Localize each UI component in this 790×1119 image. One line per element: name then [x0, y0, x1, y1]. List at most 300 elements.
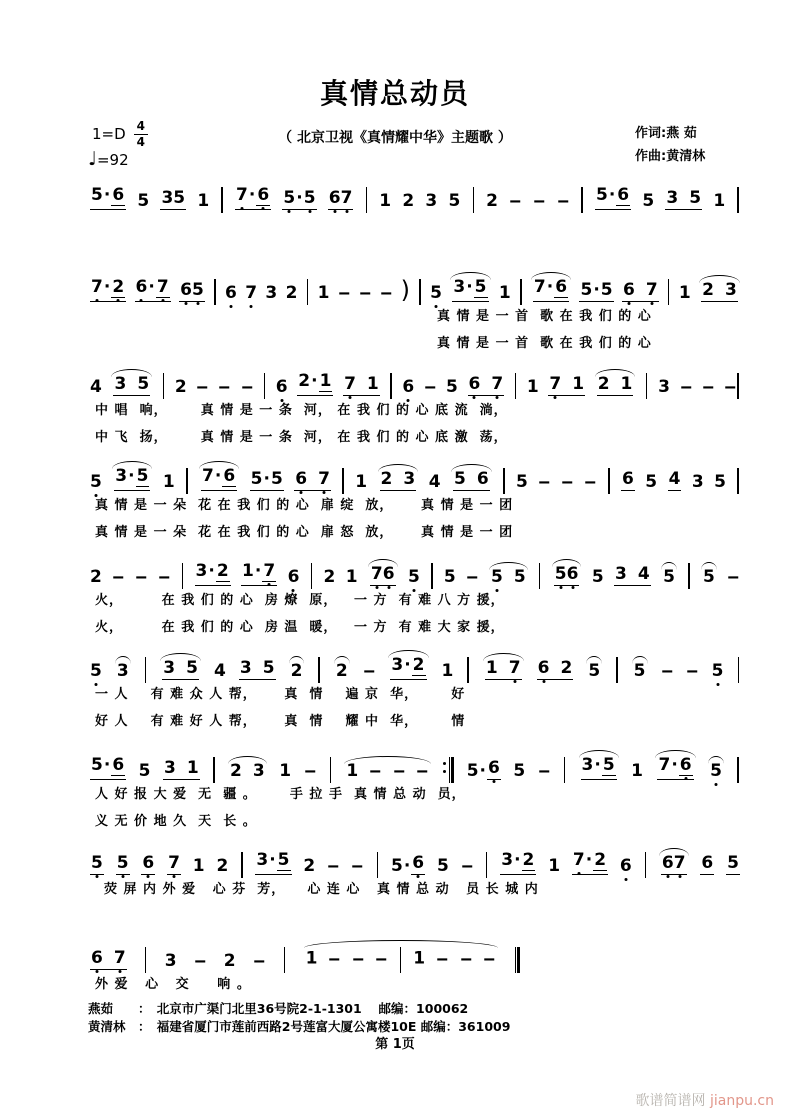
note-token: 6 — [141, 855, 155, 875]
staff-line-3 — [90, 366, 740, 450]
notes-row — [90, 940, 520, 970]
note-token: 6 — [620, 858, 632, 875]
note-token: 1 — [631, 761, 643, 781]
note-token — [228, 755, 267, 780]
octave-dot-low — [348, 396, 351, 399]
notes-row — [90, 750, 740, 780]
octave-dot-low — [375, 586, 378, 589]
barline — [564, 757, 565, 783]
note-token: 5 — [436, 856, 449, 876]
slur-arc: 5 — [661, 561, 677, 586]
note-token: 1 — [162, 472, 175, 492]
octave-dot-low — [715, 783, 718, 786]
note-token: – — [532, 191, 546, 211]
lyrics-row: 一 人 有 难 众 人 帮， 真 情 遍 京 华， 好 — [95, 687, 466, 702]
note-token: 3 — [691, 472, 704, 492]
note-token: 3 5 — [239, 658, 275, 678]
note-token: – — [537, 761, 551, 781]
notes-row — [90, 272, 740, 302]
barline — [473, 187, 474, 213]
note-token — [737, 657, 740, 680]
octave-dot-low — [624, 878, 627, 881]
note-token — [632, 655, 648, 680]
barline — [539, 563, 540, 589]
note-token — [240, 852, 243, 875]
octave-dot-low — [650, 302, 653, 305]
barline — [213, 757, 214, 783]
note-token: 1 — [441, 661, 454, 681]
note-token: 7 · 2 — [90, 279, 126, 302]
slur-arc: 3 5 — [111, 368, 152, 396]
note-token — [365, 187, 368, 210]
note-token: 5 — [642, 191, 655, 211]
barline — [182, 563, 183, 589]
lyrics-row: 好 人 有 难 好 人 帮， 真 情 耀 中 华， 情 — [95, 714, 466, 729]
note-token — [443, 757, 454, 780]
barline — [737, 468, 738, 494]
lyrics-row: 真 情 是 一 朵 花 在 我 们 的 心 扉 绽 放， 真 情 是 一 团 — [95, 498, 514, 513]
note-token — [580, 187, 583, 210]
barline — [284, 947, 285, 973]
octave-dot-low — [345, 210, 348, 213]
octave-dot-low — [121, 875, 124, 878]
barline — [737, 187, 738, 213]
note-token: 7 · 6 — [235, 187, 271, 210]
note-token: 6 — [288, 569, 300, 586]
note-token — [655, 749, 695, 780]
note-token: 5 · 6 — [466, 758, 500, 781]
octave-dot-low — [577, 872, 580, 875]
note-token: – — [358, 283, 372, 303]
notes-row — [90, 461, 740, 491]
barline — [390, 373, 391, 399]
note-token — [376, 852, 379, 875]
note-token — [115, 655, 131, 680]
note-token — [144, 947, 147, 970]
note-token — [317, 657, 320, 680]
note-token — [181, 563, 184, 586]
barline — [318, 657, 319, 683]
composer-credit: 作曲:黄清林 — [635, 149, 706, 164]
note-token — [378, 463, 419, 491]
note-token — [213, 279, 216, 302]
note-token: 2 — [285, 283, 298, 303]
note-token: 5 — [727, 853, 739, 873]
note-token — [701, 561, 717, 586]
note-token: 5 — [408, 569, 420, 586]
note-token: – — [351, 856, 365, 876]
octave-dot-low — [147, 875, 150, 878]
time-signature-top: 4 — [134, 120, 148, 135]
note-token — [586, 655, 602, 680]
note-token: – — [423, 377, 437, 397]
note-token: 1 — [279, 761, 292, 781]
note-token: 5·5 — [580, 280, 613, 300]
note-token: – — [561, 472, 574, 492]
note-token: 6 2 — [537, 660, 574, 680]
barline — [342, 468, 343, 494]
barline — [311, 563, 312, 589]
staff-line-8 — [90, 845, 740, 902]
note-token: – — [326, 856, 340, 876]
note-token — [483, 652, 524, 680]
note-token: 5 — [448, 191, 461, 211]
note-token: 35 — [161, 188, 186, 208]
note-token — [615, 657, 618, 680]
barline — [400, 947, 401, 973]
note-token: 3 1 — [163, 758, 199, 778]
note-token — [552, 558, 582, 586]
note-token — [466, 657, 469, 680]
octave-dot-low — [262, 207, 265, 210]
slur-arc: 2 3 — [378, 463, 419, 491]
note-token — [160, 652, 201, 680]
note-token: 2 — [216, 856, 229, 876]
note-token: 7 — [167, 855, 181, 875]
octave-dot-low — [684, 777, 687, 780]
staff-line-4 — [90, 461, 740, 545]
note-token: 5 — [513, 761, 526, 781]
octave-dot-low — [666, 875, 669, 878]
note-token — [111, 368, 152, 396]
note-token — [736, 468, 739, 491]
quarter-note-icon: ♩ — [88, 148, 97, 170]
staff-line-7 — [90, 750, 740, 834]
note-token: 5· 6 — [90, 187, 126, 210]
note-token: 6 — [402, 379, 414, 396]
lyrics-row: 中 唱 响， 真 情 是 一 条 河， 在 我 们 的 心 底 流 淌， — [95, 403, 508, 418]
note-token: 5 — [90, 663, 102, 680]
octave-dot-low — [559, 586, 562, 589]
note-token — [736, 757, 739, 780]
note-token — [344, 755, 430, 780]
octave-dot-low — [185, 302, 188, 305]
note-token: – — [112, 567, 125, 587]
note-token: 2 — [174, 377, 187, 397]
octave-dot-low — [542, 680, 545, 683]
slur-arc: 3· 5 — [450, 271, 490, 302]
note-token: 7 1 — [548, 376, 585, 396]
barline — [581, 187, 582, 213]
slur-arc: 1 – – – 1 – – – — [304, 939, 498, 970]
note-token: 6 7 — [90, 950, 127, 970]
octave-dot-low — [94, 494, 97, 497]
octave-dot-low — [300, 491, 303, 494]
note-token: 2 — [323, 567, 336, 587]
octave-dot-low — [240, 207, 243, 210]
note-token: – — [157, 567, 171, 587]
contact-line-composer: 黄清林 ： 福建省厦门市莲前西路2号莲富大厦公寓楼10E 邮编：361009 — [88, 1019, 511, 1034]
octave-dot-low — [280, 399, 283, 402]
note-token: 6 7 — [622, 282, 659, 302]
note-token — [661, 561, 677, 586]
note-token: 1 — [355, 472, 368, 492]
slur-arc: 3· 2 — [388, 649, 428, 680]
staff-line-2 — [90, 272, 740, 356]
barline — [163, 373, 164, 399]
barline — [668, 279, 669, 305]
note-token — [515, 947, 520, 970]
slur-arc: 7· 6 — [655, 749, 695, 780]
note-token — [645, 373, 648, 396]
watermark-site: jianpu.cn — [709, 1093, 774, 1109]
note-token — [563, 757, 566, 780]
note-token — [368, 558, 398, 586]
notes-row — [90, 556, 740, 586]
note-token: 5 — [446, 377, 458, 397]
note-token — [514, 373, 517, 396]
note-token: 5 — [443, 567, 456, 587]
note-token: 5 — [116, 855, 130, 875]
song-title: 真情总动员 — [319, 77, 470, 110]
note-token: – — [337, 283, 351, 303]
note-token: 5 ·5 — [282, 190, 316, 210]
note-token — [699, 274, 740, 302]
note-token: – — [362, 661, 376, 681]
barline — [608, 468, 609, 494]
note-token: 3· 2 — [500, 852, 536, 875]
slur-arc: 3· 5 — [112, 460, 152, 491]
note-token: 1· 7 — [241, 563, 277, 586]
note-token — [263, 373, 266, 396]
note-token — [306, 279, 309, 302]
note-token — [310, 563, 313, 586]
barline — [186, 468, 187, 494]
note-token: 5 — [90, 855, 104, 875]
note-token: 4 — [213, 661, 226, 681]
note-token: 1 — [197, 191, 210, 211]
barline — [431, 563, 432, 589]
slur-arc: 5 6 — [451, 463, 492, 491]
note-token — [687, 563, 690, 586]
barline — [264, 373, 265, 399]
tempo-value: =92 — [96, 151, 129, 169]
note-token — [304, 939, 498, 970]
barline — [515, 373, 516, 399]
note-token: – — [538, 472, 551, 492]
note-token: – — [509, 191, 522, 211]
note-token — [595, 368, 636, 396]
note-token: 3 — [164, 951, 177, 971]
slur-arc: 1 – – – — [344, 755, 430, 780]
barline — [646, 373, 647, 399]
note-token — [341, 468, 344, 491]
watermark-prefix: 歌谱简谱网 — [635, 1093, 710, 1109]
lyrics-row: 真 情 是 一 首 歌 在 我 们 的 心 — [437, 309, 652, 324]
octave-dot-low — [95, 875, 98, 878]
note-token: – — [193, 951, 207, 971]
lyricist-credit: 作词:燕 茹 — [635, 126, 697, 141]
octave-dot-low — [716, 683, 719, 686]
note-token: 2 — [90, 567, 102, 587]
note-token: 3 4 — [615, 564, 650, 584]
note-token: 5 — [137, 191, 150, 211]
slur-arc: 5 6 — [552, 558, 582, 586]
note-token: – — [724, 373, 740, 396]
slur-arc: 2 3 — [228, 755, 267, 780]
staff-line-5 — [90, 556, 740, 640]
note-token — [185, 468, 188, 491]
slur-arc: 5 — [708, 755, 724, 780]
note-token: – — [727, 567, 740, 587]
note-token — [162, 373, 165, 396]
note-token — [489, 561, 528, 586]
note-token — [144, 657, 147, 680]
page-number: 第 1页 — [375, 1037, 415, 1052]
octave-dot-low — [496, 396, 499, 399]
lyrics-row: 火， 在 我 们 的 心 房 温 暖， 一 方 有 难 大 家 援， — [95, 620, 505, 635]
slur-arc: 5 — [701, 561, 717, 586]
note-token: 6 — [621, 469, 634, 489]
note-token — [212, 757, 215, 780]
slur-arc: 2 3 — [699, 274, 740, 302]
octave-dot-low — [473, 396, 476, 399]
key-label: 1=D — [92, 125, 126, 144]
octave-dot-low — [435, 305, 438, 308]
note-token — [579, 749, 619, 780]
note-token: 1 — [713, 191, 726, 211]
octave-dot-low — [229, 305, 232, 308]
octave-dot-low — [417, 875, 420, 878]
note-token: 5 — [138, 761, 151, 781]
octave-dot-low — [492, 780, 495, 783]
slur-arc: 7· 6 — [199, 460, 239, 491]
octave-dot-low — [172, 875, 175, 878]
final-barline — [515, 947, 520, 973]
note-token: – — [252, 951, 266, 971]
octave-dot-low — [95, 299, 98, 302]
note-token: 3 — [658, 377, 670, 397]
slur-arc: 2 — [289, 655, 305, 680]
staff-line-6 — [90, 650, 740, 734]
octave-dot-low — [323, 491, 326, 494]
note-token: 3 5 — [666, 188, 702, 208]
lyrics-row: 真 情 是 一 朵 花 在 我 们 的 心 扉 怒 放， 真 情 是 一 团 — [95, 525, 514, 540]
note-token: 4 — [428, 472, 441, 492]
note-token: 2 — [223, 951, 236, 971]
barline — [307, 279, 308, 305]
note-token: 7 — [245, 285, 257, 302]
barline — [737, 757, 738, 783]
octave-dot-low — [678, 875, 681, 878]
note-token — [502, 468, 505, 491]
note-token: – — [685, 661, 699, 681]
note-token: 5 — [515, 472, 528, 492]
contact-block — [88, 1000, 510, 1036]
barline — [467, 657, 468, 683]
note-token: 5 — [645, 472, 658, 492]
octave-dot-low — [513, 680, 516, 683]
slur-arc: 5 — [586, 655, 602, 680]
lyrics-row: 人 好 报 大 爱 无 疆 。 手 拉 手 真 情 总 动 员， — [95, 787, 466, 802]
song-subtitle: （ 北京卫视《真情耀中华》主题歌 ） — [278, 130, 512, 146]
note-token — [289, 655, 305, 680]
note-token: 6 — [701, 853, 714, 873]
note-token: 2 — [486, 191, 498, 211]
octave-dot-low — [292, 589, 295, 592]
barline — [377, 852, 378, 878]
note-token — [112, 460, 152, 491]
note-token: 1 — [678, 283, 691, 303]
note-token: 6 7 — [468, 376, 505, 396]
note-token: 3· 2 — [195, 563, 231, 586]
note-token — [485, 852, 488, 875]
note-token — [451, 463, 492, 491]
octave-dot-low — [627, 302, 630, 305]
note-token: – — [660, 661, 674, 681]
slur-arc: 1 7 — [483, 652, 524, 680]
octave-dot-low — [161, 299, 164, 302]
octave-dot-low — [95, 970, 98, 973]
slur-arc: 2 — [334, 655, 350, 680]
note-token: 1 — [548, 856, 561, 876]
barline — [688, 563, 689, 589]
note-token — [607, 468, 610, 491]
octave-dot-low — [118, 970, 121, 973]
note-token — [329, 757, 332, 780]
octave-dot-low — [495, 589, 498, 592]
notes-row — [90, 845, 740, 875]
note-token — [519, 279, 522, 302]
note-token — [220, 187, 223, 210]
note-token: 5 · 6 — [390, 853, 425, 876]
note-token: – — [679, 377, 693, 397]
note-token: 2· 1 — [297, 373, 333, 396]
note-token: 2 — [303, 856, 316, 876]
octave-dot-low — [571, 586, 574, 589]
barline — [145, 657, 146, 683]
note-token: 5 — [591, 567, 604, 587]
slur-arc: 7 6 — [368, 558, 398, 586]
note-token: 5 — [430, 285, 442, 302]
lyrics-row: 火， 在 我 们 的 心 房 燎 原， 一 方 有 难 八 方 援， — [95, 593, 505, 608]
note-token — [334, 655, 350, 680]
note-token: – — [701, 377, 715, 397]
note-token: 5 — [90, 474, 102, 491]
note-token: 4 — [90, 377, 102, 397]
site-watermark-link[interactable] — [636, 1090, 774, 1110]
note-token: 5· 6 — [595, 187, 631, 210]
note-token — [659, 847, 689, 875]
octave-dot-low — [268, 583, 271, 586]
note-token — [644, 852, 647, 875]
barline — [503, 468, 504, 494]
note-token: 5·5 — [250, 469, 283, 489]
octave-dot-low — [94, 683, 97, 686]
octave-dot-low — [117, 299, 120, 302]
time-signature-bottom: 4 — [136, 134, 146, 149]
barline — [241, 852, 242, 878]
note-token: 7 1 — [343, 376, 380, 396]
note-token: – — [218, 377, 232, 397]
note-token: – — [240, 377, 254, 397]
note-token: 6 7 — [328, 190, 354, 210]
octave-dot-low — [387, 586, 390, 589]
note-token: 1 — [498, 283, 511, 303]
note-token: 7 · 2 — [572, 852, 608, 875]
staff-line-1 — [90, 180, 740, 210]
barline — [616, 657, 617, 683]
note-token: 5 — [712, 663, 724, 680]
note-token — [531, 271, 571, 302]
note-token: 6 · 7 — [135, 279, 171, 302]
barline — [221, 187, 222, 213]
octave-dot-low — [250, 305, 253, 308]
note-token — [472, 187, 475, 210]
note-token — [736, 187, 739, 210]
note-token: 1 — [379, 191, 392, 211]
note-token: ) — [400, 276, 410, 304]
